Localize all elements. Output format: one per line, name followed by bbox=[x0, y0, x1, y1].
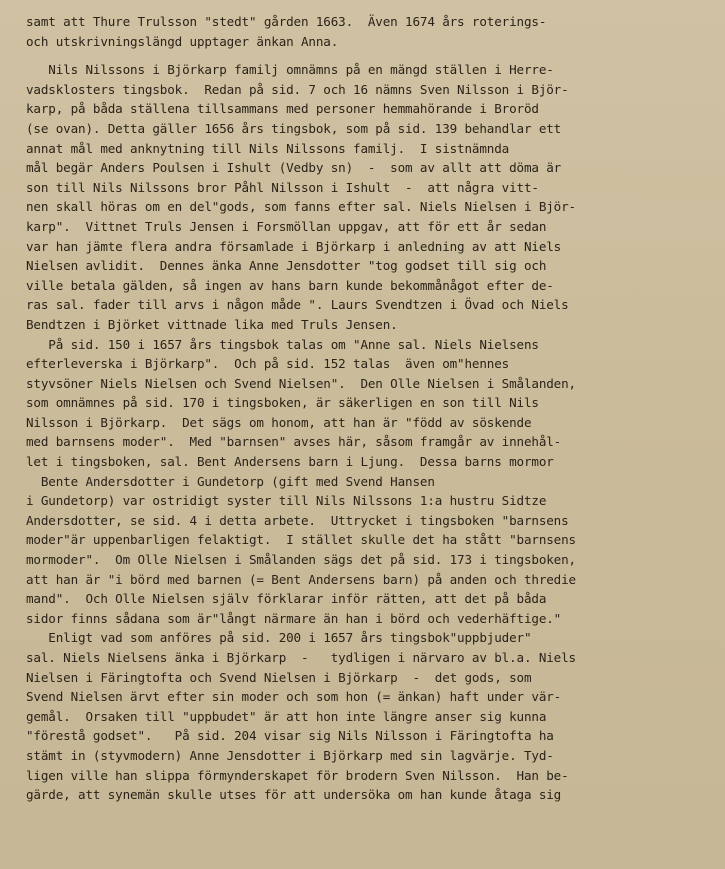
text-line: Nilsson i Björkarp. Det sägs om honom, att han är "född av söskende bbox=[26, 414, 532, 430]
text-line: var han jämte flera andra församlade i Björkarp i anledning av att Niels bbox=[26, 238, 562, 254]
text-line: karp". Vittnet Truls Jensen i Forsmöllan uppgav, att för ett år sedan bbox=[26, 218, 547, 234]
paragraph-gap bbox=[26, 51, 717, 60]
text-line: son till Nils Nilssons bror Påhl Nilsson i Ishult - att några vitt- bbox=[26, 179, 539, 195]
text-line: med barnsens moder". Med "barnsen" avses här, såsom framgår av innehål- bbox=[26, 434, 562, 450]
text-line: vadsklosters tingsbok. Redan på sid. 7 och 16 nämns Sven Nilsson i Björ- bbox=[26, 81, 569, 97]
text-line: gärde, att synemän skulle utses för att undersöka om han kunde åtaga sig bbox=[26, 787, 562, 803]
text-line: Bente Andersdotter i Gundetorp (gift med Svend Hansen bbox=[26, 473, 435, 489]
text-line: ville betala gälden, så ingen av hans barn kunde bekommånågot efter de- bbox=[26, 277, 554, 293]
text-line: sal. Niels Nielsens änka i Björkarp - tydligen i närvaro av bl.a. Niels bbox=[26, 650, 576, 665]
text-line: På sid. 150 i 1657 års tingsbok talas om "Anne sal. Niels Nielsens bbox=[26, 336, 539, 352]
text-line: ras sal. fader till arvs i någon måde ". Laurs Svendtzen i Övad och Niels bbox=[26, 297, 569, 313]
text-line: som omnämnes på sid. 170 i tingsboken, är säkerligen en son till Nils bbox=[26, 395, 539, 411]
text-line: mand". Och Olle Nielsen själv förklarar inför rätten, att det på båda bbox=[26, 591, 547, 607]
text-line: mormoder". Om Olle Nielsen i Smålanden sägs det på sid. 173 i tingsboken, bbox=[26, 552, 576, 568]
document-body bbox=[26, 12, 717, 805]
text-line: let i tingsboken, sal. Bent Andersens barn i Ljung. Dessa barns mormor bbox=[26, 454, 554, 470]
text-line: "förestå godset". På sid. 204 visar sig Nils Nilsson i Färingtofta ha bbox=[26, 728, 554, 744]
text-line: gemål. Orsaken till "uppbudet" är att hon inte längre anser sig kunna bbox=[26, 708, 547, 724]
text-line: Enligt vad som anföres på sid. 200 i 1657 års tingsbok"uppbjuder" bbox=[26, 630, 532, 646]
text-line: stämt in (styvmodern) Anne Jensdotter i Björkarp med sin lagvärje. Tyd- bbox=[26, 747, 554, 763]
text-line: och utskrivningslängd upptager änkan Anna. bbox=[26, 33, 339, 49]
text-line: samt att Thure Trulsson "stedt" gården 1663. Även 1674 års roterings- bbox=[26, 14, 547, 29]
text-line: styvsöner Niels Nielsen och Svend Nielsen". Den Olle Nielsen i Smålanden, bbox=[26, 375, 576, 391]
text-line: Andersdotter, se sid. 4 i detta arbete. Uttrycket i tingsboken "barnsens bbox=[26, 512, 569, 528]
text-line: sidor finns sådana som är"långt närmare än han i börd och vederhäftige." bbox=[26, 610, 562, 626]
text-line: mål begär Anders Poulsen i Ishult (Vedby sn) - som av allt att döma är bbox=[26, 160, 562, 176]
text-line: i Gundetorp) var ostridigt syster till Nils Nilssons 1:a hustru Sidtze bbox=[26, 493, 547, 509]
text-line: Nils Nilssons i Björkarp familj omnämns på en mängd ställen i Herre- bbox=[26, 62, 554, 78]
text-line: Svend Nielsen ärvt efter sin moder och som hon (= änkan) haft under vär- bbox=[26, 689, 562, 705]
text-line: efterleverska i Björkarp". Och på sid. 152 talas även om"hennes bbox=[26, 356, 510, 372]
text-line: Bendtzen i Björket vittnade lika med Truls Jensen. bbox=[26, 316, 398, 332]
text-line: Nielsen i Färingtofta och Svend Nielsen i Björkarp - det gods, som bbox=[26, 669, 532, 685]
text-line: nen skall höras om en del"gods, som fanns efter sal. Niels Nielsen i Björ- bbox=[26, 199, 576, 215]
text-line: ligen ville han slippa förmynderskapet för brodern Sven Nilsson. Han be- bbox=[26, 767, 569, 783]
text-line: moder"är uppenbarligen felaktigt. I stället skulle det ha stått "barnsens bbox=[26, 532, 576, 548]
text-line: att han är "i börd med barnen (= Bent Andersens barn) på anden och thredie bbox=[26, 571, 576, 587]
text-line: annat mål med anknytning till Nils Nilssons familj. I sistnämnda bbox=[26, 140, 510, 156]
text-line: karp, på båda ställena tillsammans med personer hemmahörande i Broröd bbox=[26, 101, 539, 117]
text-line: Nielsen avlidit. Dennes änka Anne Jensdotter "tog godset till sig och bbox=[26, 258, 547, 274]
text-line: (se ovan). Detta gäller 1656 års tingsbok, som på sid. 139 behandlar ett bbox=[26, 120, 562, 136]
